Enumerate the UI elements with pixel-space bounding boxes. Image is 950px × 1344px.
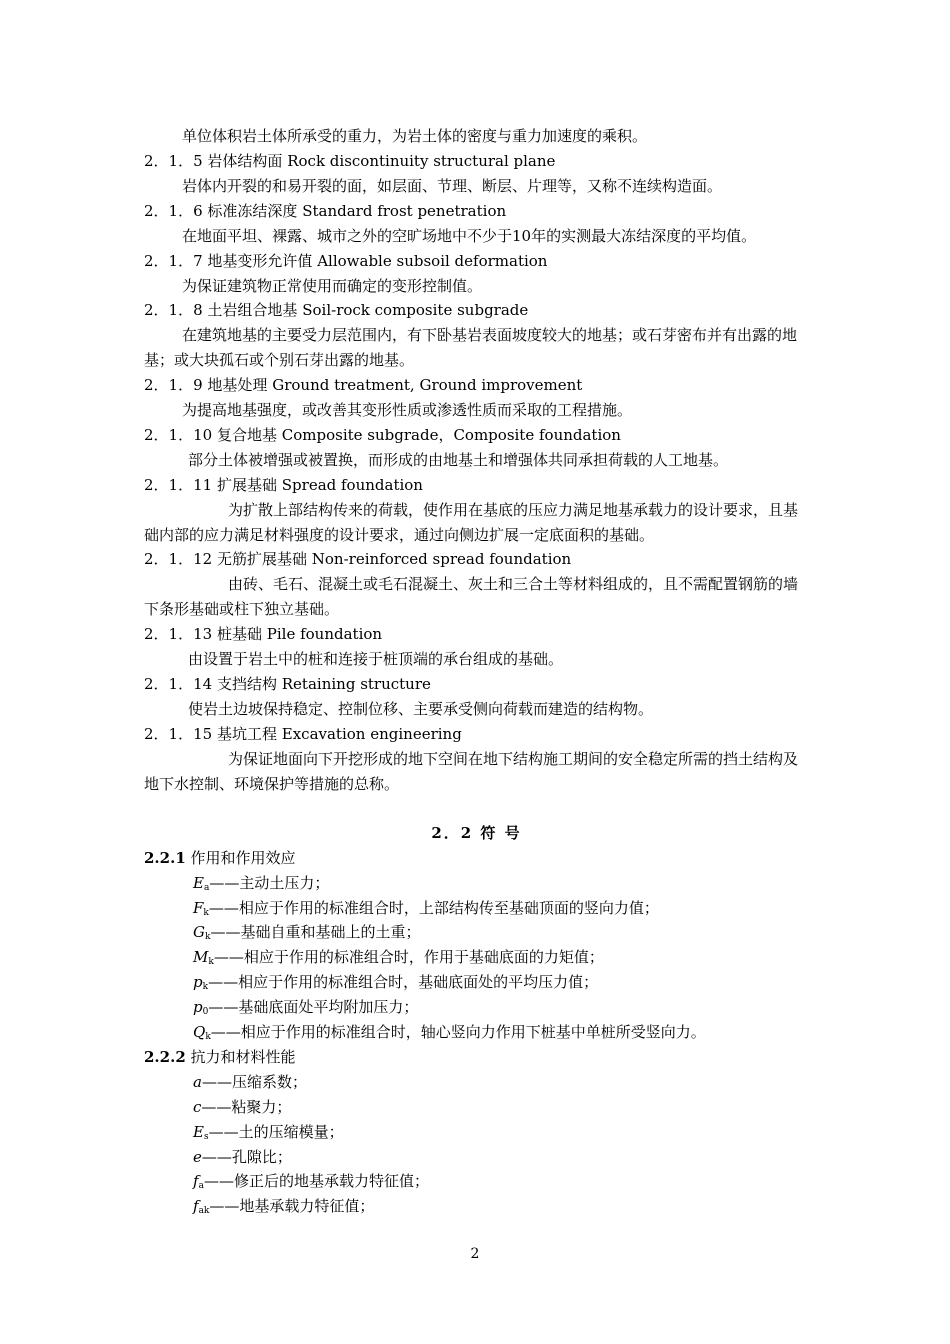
term-number: 2．1．10 — [144, 426, 213, 444]
term-number: 2．1．8 — [144, 301, 203, 319]
term-cn: 岩体结构面 — [207, 152, 283, 170]
term-en: Rock discontinuity structural plane — [287, 152, 556, 170]
term-definition: 为扩散上部结构传来的荷载，使作用在基底的压应力满足地基承载力的设计要求，且基础内部的应力满足材料强度的设计要求，通过向侧边扩展一定底面积的基础。 — [144, 501, 799, 544]
term-definition: 部分土体被增强或被置换，而形成的由地基土和增强体共同承担荷载的人工地基。 — [188, 451, 729, 469]
term-heading — [144, 473, 809, 498]
symbol-definition: ——相应于作用的标准组合时，作用于基础底面的力矩值； — [213, 948, 604, 966]
symbol-definition: ——相应于作用的标准组合时，上部结构传至基础顶面的竖向力值； — [208, 899, 659, 917]
subsection-number: 2.2.2 — [144, 1048, 186, 1066]
symbol: e — [193, 1148, 202, 1166]
subsection-number: 2.2.1 — [144, 849, 186, 867]
term-heading — [144, 722, 809, 747]
term-heading — [144, 423, 809, 448]
term-definition: 岩体内开裂的和易开裂的面，如层面、节理、断层、片理等，又称不连续构造面。 — [182, 177, 723, 195]
symbol: E — [193, 874, 204, 892]
symbol: E — [193, 1123, 204, 1141]
symbol-subscript: ak — [198, 1206, 210, 1216]
subsection-heading — [144, 1045, 809, 1070]
term-cn: 标准冻结深度 — [207, 202, 298, 220]
term-en: Ground treatment, Ground improvement — [272, 376, 583, 394]
symbol: G — [193, 923, 205, 941]
term-cn: 支挡结构 — [216, 675, 277, 693]
term-number: 2．1．9 — [144, 376, 203, 394]
symbol-definition: ——孔隙比； — [201, 1148, 292, 1166]
term-cn: 桩基础 — [216, 625, 262, 643]
term-number: 2．1．12 — [144, 550, 213, 568]
symbol-definition: ——粘聚力； — [201, 1098, 292, 1116]
symbol-definition: ——地基承载力特征值； — [209, 1197, 375, 1215]
symbol: a — [193, 1073, 202, 1091]
term-number: 2．1．15 — [144, 725, 213, 743]
term-heading — [144, 298, 809, 323]
symbol-definition: ——修正后的地基承载力特征值； — [203, 1172, 429, 1190]
term-en: Excavation engineering — [281, 725, 462, 743]
symbol: M — [193, 948, 209, 966]
symbol-subscript: k — [204, 932, 211, 942]
symbol-definition: ——压缩系数； — [201, 1073, 307, 1091]
term-heading — [144, 622, 809, 647]
term-heading — [144, 672, 809, 697]
term-heading — [144, 547, 809, 572]
symbol: Q — [193, 1023, 206, 1041]
symbol-subscript: a — [203, 883, 210, 893]
term-number: 2．1．7 — [144, 252, 203, 270]
term-number: 2．1．14 — [144, 675, 213, 693]
term-definition: 在建筑地基的主要受力层范围内，有下卧基岩表面坡度较大的地基；或石芽密布并有出露的地基；或大块孤石或个别石芽出露的地基。 — [144, 326, 798, 369]
term-definition: 由砖、毛石、混凝土或毛石混凝土、灰土和三合土等材料组成的，且不需配置钢筋的墙下条形基础或柱下独立基础。 — [144, 575, 799, 618]
subsection-title: 抗力和材料性能 — [190, 1048, 296, 1066]
symbol-subscript: k — [208, 957, 214, 967]
symbol-subscript: k — [202, 982, 209, 992]
term-en: Spread foundation — [281, 476, 423, 494]
intro-text: 单位体积岩土体所承受的重力，为岩土体的密度与重力加速度的乘积。 — [182, 127, 648, 145]
term-definition: 为保证建筑物正常使用而确定的变形控制值。 — [182, 277, 483, 295]
term-cn: 地基变形允许值 — [207, 252, 313, 270]
symbol-definition: ——相应于作用的标准组合时，轴心竖向力作用下桩基中单桩所受竖向力。 — [210, 1023, 706, 1041]
term-definition: 由设置于岩土中的桩和连接于桩顶端的承台组成的基础。 — [188, 650, 564, 668]
term-cn: 扩展基础 — [216, 476, 277, 494]
symbol: p — [193, 973, 203, 991]
term-en: Standard frost penetration — [302, 202, 507, 220]
symbol-subscript: 0 — [202, 1007, 209, 1017]
symbol: f — [193, 1172, 199, 1190]
symbol-definition: ——基础自重和基础上的土重； — [210, 923, 421, 941]
term-heading — [144, 373, 809, 398]
symbol-definition: ——主动土压力； — [209, 874, 330, 892]
subsection-heading — [144, 846, 809, 871]
symbol-definition: ——基础底面处平均附加压力； — [208, 998, 419, 1016]
term-number: 2．1．13 — [144, 625, 213, 643]
symbol-subscript: k — [203, 908, 209, 918]
symbol: c — [193, 1098, 202, 1116]
section-title: 2．2 符 号 — [431, 824, 522, 842]
term-en: Pile foundation — [266, 625, 383, 643]
symbol: p — [193, 998, 203, 1016]
term-cn: 基坑工程 — [216, 725, 277, 743]
symbol-subscript: a — [198, 1181, 204, 1191]
term-heading — [144, 249, 809, 274]
term-en: Retaining structure — [281, 675, 431, 693]
term-cn: 土岩组合地基 — [207, 301, 298, 319]
term-cn: 地基处理 — [207, 376, 268, 394]
page-number: 2 — [470, 1246, 480, 1262]
term-number: 2．1．11 — [144, 476, 213, 494]
term-cn: 无筋扩展基础 — [216, 550, 307, 568]
symbol-subscript: s — [203, 1132, 209, 1142]
term-number: 2．1．6 — [144, 202, 203, 220]
term-number: 2．1．5 — [144, 152, 203, 170]
term-en: Soil-rock composite subgrade — [302, 301, 529, 319]
term-en: Non-reinforced spread foundation — [311, 550, 572, 568]
symbol: f — [193, 1197, 199, 1215]
symbol: F — [193, 899, 204, 917]
term-definition: 为提高地基强度，或改善其变形性质或渗透性质而采取的工程措施。 — [182, 401, 633, 419]
term-heading — [144, 149, 809, 174]
term-definition: 在地面平坦、裸露、城市之外的空旷场地中不少于10年的实测最大冻结深度的平均值。 — [182, 227, 757, 245]
term-cn: 复合地基 — [216, 426, 277, 444]
term-heading — [144, 199, 809, 224]
symbol-definition: ——相应于作用的标准组合时，基础底面处的平均压力值； — [208, 973, 599, 991]
term-definition: 为保证地面向下开挖形成的地下空间在地下结构施工期间的安全稳定所需的挡土结构及地下水控制、环境保护等措施的总称。 — [144, 750, 799, 793]
subsection-title: 作用和作用效应 — [190, 849, 296, 867]
term-en: Composite subgrade，Composite foundation — [281, 426, 621, 444]
term-en: Allowable subsoil deformation — [317, 252, 548, 270]
term-definition: 使岩土边坡保持稳定、控制位移、主要承受侧向荷载而建造的结构物。 — [188, 700, 654, 718]
symbol-item — [193, 1194, 374, 1224]
symbol-definition: ——土的压缩模量； — [208, 1123, 344, 1141]
symbol-subscript: k — [205, 1032, 211, 1042]
